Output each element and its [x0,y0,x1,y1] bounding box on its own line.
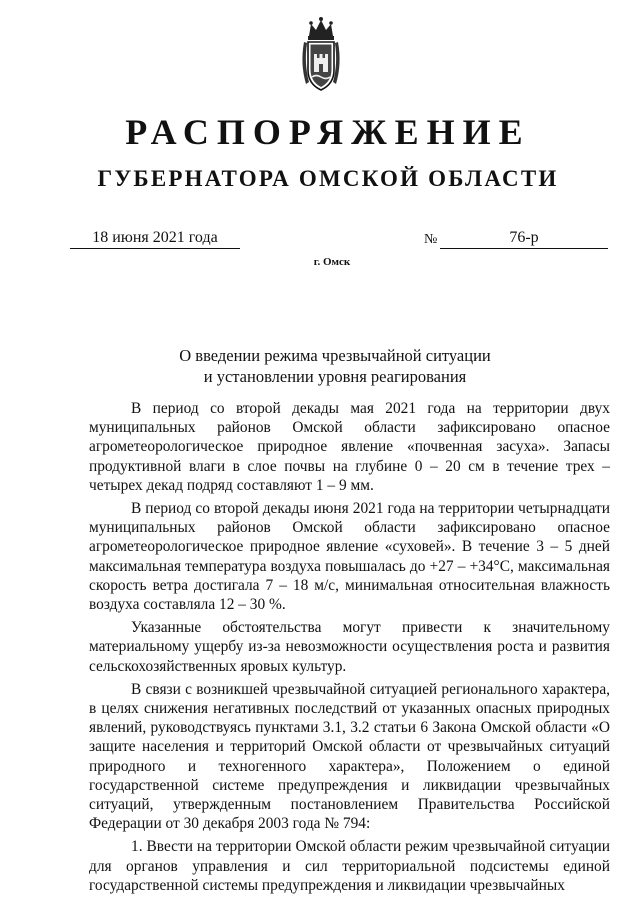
document-date: 18 июня 2021 года [70,228,240,249]
paragraph-4: В связи с возникшей чрезвычайной ситуацией регионального характера, в целях снижения негативных последствий от указанных опасных природных явлений, руководствуясь пунктами 3.1, 3.2 статьи 6 Закона Омской области «О защите населения и территорий Омской области от чрезвычайных ситуаций природного и техногенного характера», Положением о единой государственной системе предупреждения и ликвидации чрезвычайных ситуаций, утвержденным постановлением Правительства Российской Федерации от 30 декабря 2003 года № 794: [89,680,610,833]
paragraph-5: 1. Ввести на территории Омской области режим чрезвычайной ситуации для органов управления и сил территориальной подсистемы единой государственной системы предупреждения и ликвидации чрезвычайных [89,838,610,894]
document-title: РАСПОРЯЖЕНИЕ [125,112,531,152]
document-heading [0,345,640,387]
document-body [89,399,610,899]
paragraph-1: В период со второй декады мая 2021 года на территории двух муниципальных районов Омской области зафиксировано опасное агрометеорологическое природное явление «почвенная засуха». Запасы продуктивной влаги в слое почвы на глубине 0 – 20 см в течение трех – четырех декад подряд составляют 1 – 9 мм. [89,400,610,494]
heading-line-1: О введении режима чрезвычайной ситуации [179,346,491,365]
document-subtitle: ГУБЕРНАТОРА ОМСКОЙ ОБЛАСТИ [97,166,559,191]
paragraph-3: Указанные обстоятельства могут привести к значительному материальному ущербу из-за невозможности осуществления роста и развития сельскохозяйственных яровых культур. [89,619,610,675]
number-sign: № [424,232,438,247]
heading-line-2: и установлении уровня реагирования [203,367,467,386]
coat-of-arms-icon [298,14,344,94]
document-number: 76-р [440,228,608,249]
paragraph-2: В период со второй декады июня 2021 года на территории четырнадцати муниципальных районов Омской области зафиксировано опасное агрометеорологическое природное явление «суховей». В течение 3 – 5 дней максимальная температура воздуха повышалась до +27 – +34°С, максимальная скорость ветра достигала 7 – 18 м/с, минимальная относительная влажность воздуха составляла 12 – 30 %. [89,500,610,614]
document-city: г. Омск [313,256,351,268]
